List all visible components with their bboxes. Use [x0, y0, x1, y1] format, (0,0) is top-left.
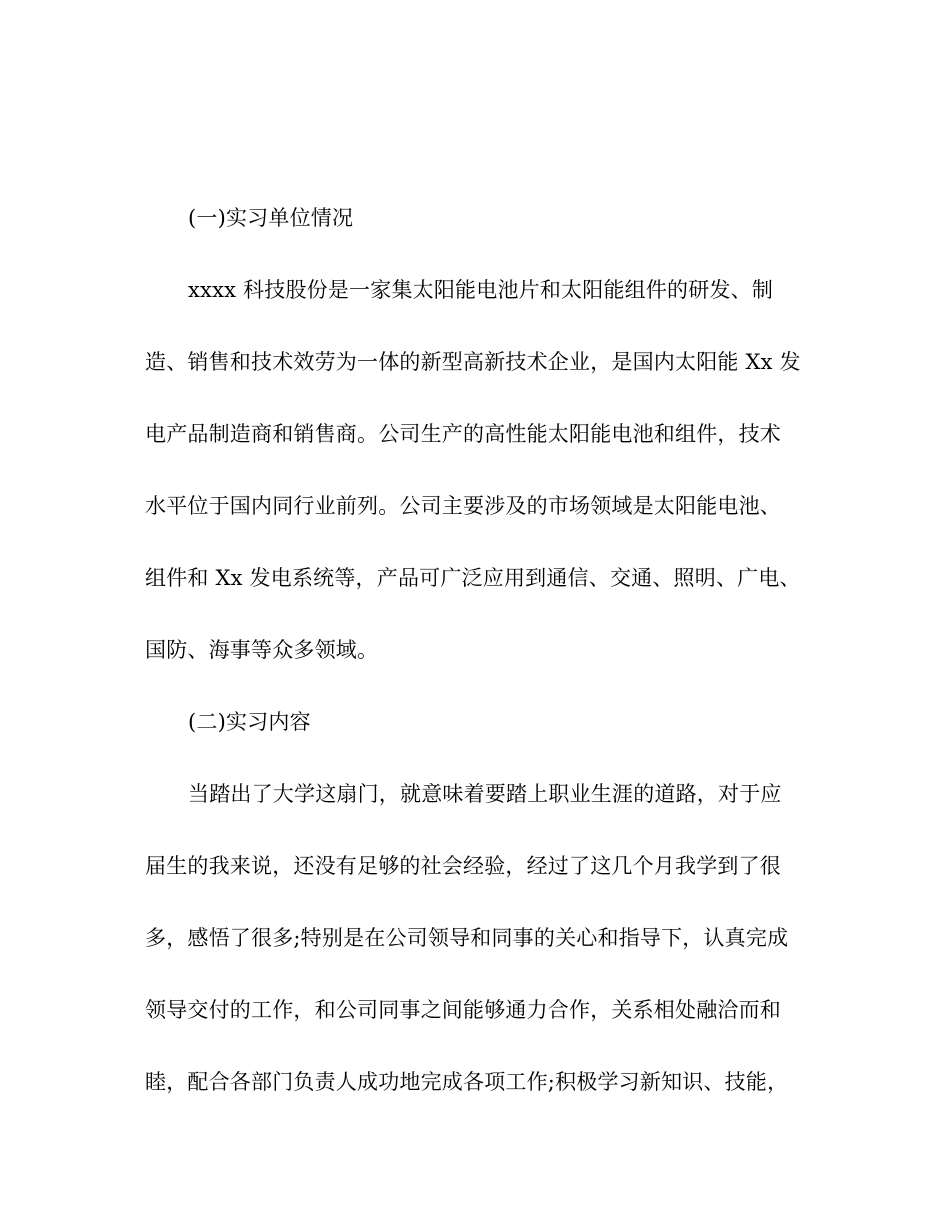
paragraph-line: 组件和 Xx 发电系统等，产品可广泛应用到通信、交通、照明、广电、 — [145, 566, 801, 590]
paragraph-line: 睦，配合各部门负责人成功地完成各项工作;积极学习新知识、技能， — [145, 1070, 789, 1094]
paragraph-line: 届生的我来说，还没有足够的社会经验，经过了这几个月我学到了很 — [145, 854, 781, 878]
section-heading-unit-info: (一)实习单位情况 — [188, 206, 354, 230]
paragraph-line: 电产品制造商和销售商。公司生产的高性能太阳能电池和组件，技术 — [145, 422, 781, 446]
paragraph-line: 水平位于国内同行业前列。公司主要涉及的市场领域是太阳能电池、 — [145, 494, 781, 518]
paragraph-line: 造、销售和技术效劳为一体的新型高新技术企业，是国内太阳能 Xx 发 — [145, 350, 801, 374]
paragraph-line: 国防、海事等众多领域。 — [145, 638, 379, 662]
paragraph-line: 领导交付的工作，和公司同事之间能够通力合作，关系相处融洽而和 — [145, 998, 781, 1022]
section-heading-internship-content: (二)实习内容 — [188, 710, 311, 734]
paragraph-line: 当踏出了大学这扇门，就意味着要踏上职业生涯的道路，对于应 — [188, 782, 782, 806]
paragraph-line: 多，感悟了很多;特别是在公司领导和同事的关心和指导下，认真完成 — [145, 926, 789, 950]
paragraph-line: xxxx 科技股份是一家集太阳能电池片和太阳能组件的研发、制 — [188, 278, 774, 302]
